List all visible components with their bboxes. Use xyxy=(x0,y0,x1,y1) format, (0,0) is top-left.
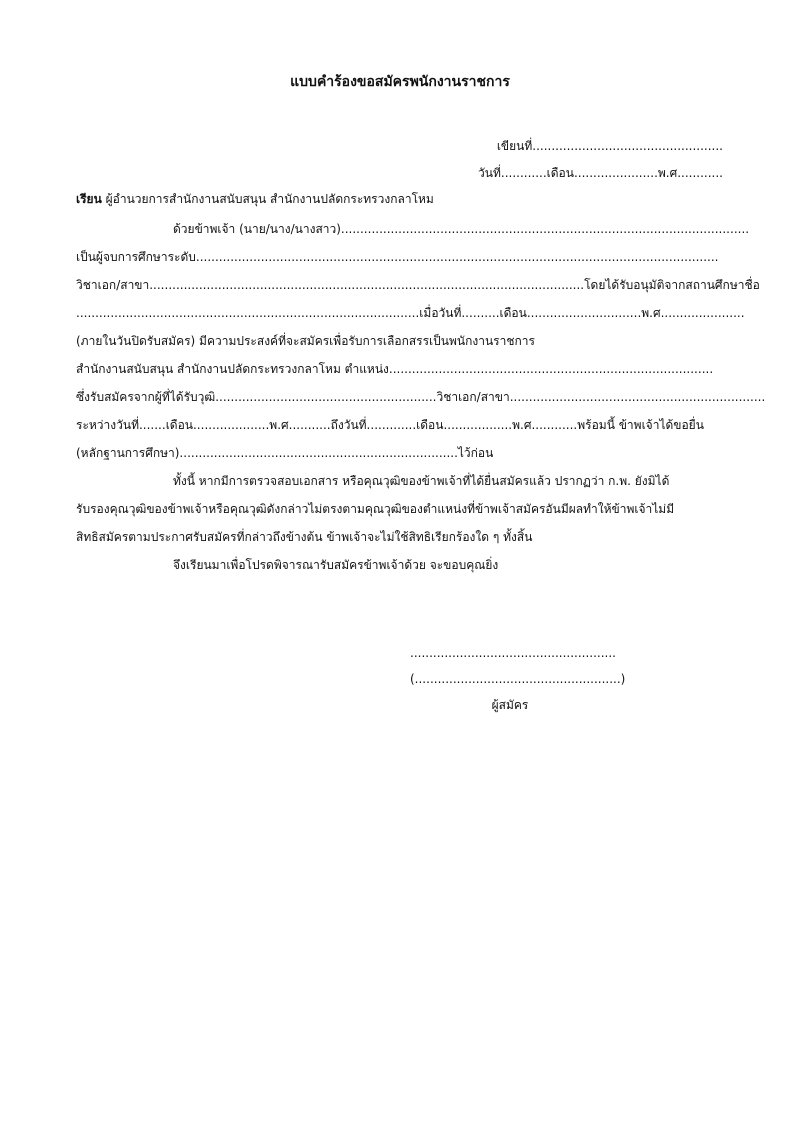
form-title: แบบคำร้องขอสมัครพนักงานราชการ xyxy=(290,74,510,90)
signature-name: (......................................................) xyxy=(410,672,626,686)
salutation-text: ผู้อำนวยการสำนักงานสนับสนุน สำนักงานปลัดกระทรวงกลาโหม xyxy=(101,192,434,206)
date-line: วันที่............เดือน......................พ.ศ............ xyxy=(478,166,723,180)
position-line: สำนักงานสนับสนุน สำนักงานปลัดกระทรวงกลาโหม ตำแหน่ง..................................................................................... xyxy=(76,362,714,376)
condition-line-1: ทั้งนี้ หากมีการตรวจสอบเอกสาร หรือคุณวุฒิของข้าพเจ้าที่ได้ยื่นสมัครแล้ว ปรากฏว่า ก.พ. ยังมิได้ xyxy=(173,474,670,488)
education-level-line: เป็นผู้จบการศึกษาระดับ......................................................................................................................................... xyxy=(76,250,719,264)
period-line: ระหว่างวันที่.......เดือน....................พ.ศ...........ถึงวันที่.............เดือน..................พ.ศ............พร้อมนี้ ข้าพเจ้าได้ขอยื่น xyxy=(76,418,704,432)
qualification-line: ซึ่งรับสมัครจากผู้ที่ได้รับวุฒิ..........................................................วิชาเอก/สาขา................................................................... xyxy=(76,390,766,404)
signature-line: ...................................................... xyxy=(410,646,616,660)
condition-line-2: รับรองคุณวุฒิของข้าพเจ้าหรือคุณวุฒิดังกล่าวไม่ตรงตามคุณวุฒิของตำแหน่งที่ข้าพเจ้าสมัครอันมีผลทำให้ข้าพเจ้าไม่มี xyxy=(76,502,675,516)
evidence-line: (หลักฐานการศึกษา).........................................................................ไว้ก่อน xyxy=(76,446,494,460)
written-at-line: เขียนที่.................................................. xyxy=(496,139,723,153)
signature-role: ผู้สมัคร xyxy=(491,698,529,712)
approval-date-line: ..........................................................................................เมื่อวันที่..........เดือน..............................พ.ศ...................... xyxy=(76,306,745,320)
intent-line: (ภายในวันปิดรับสมัคร) มีความประสงค์ที่จะสมัครเพื่อรับการเลือกสรรเป็นพนักงานราชการ xyxy=(76,334,535,348)
major-institution-line: วิชาเอก/สาขา..................................................................................................................โดยได้รับอนุมัติจากสถานศึกษาชื่อ xyxy=(76,278,760,292)
closing-line: จึงเรียนมาเพื่อโปรดพิจารณารับสมัครข้าพเจ้าด้วย จะขอบคุณยิ่ง xyxy=(173,558,499,572)
salutation xyxy=(76,191,434,207)
applicant-name-line: ด้วยข้าพเจ้า (นาย/นาง/นางสาว)........................................................................................................... xyxy=(173,222,750,236)
condition-line-3: สิทธิสมัครตามประกาศรับสมัครที่กล่าวถึงข้างต้น ข้าพเจ้าจะไม่ใช้สิทธิเรียกร้องใด ๆ ทั้งสิ้น xyxy=(76,530,533,544)
salutation-label: เรียน xyxy=(76,192,102,206)
